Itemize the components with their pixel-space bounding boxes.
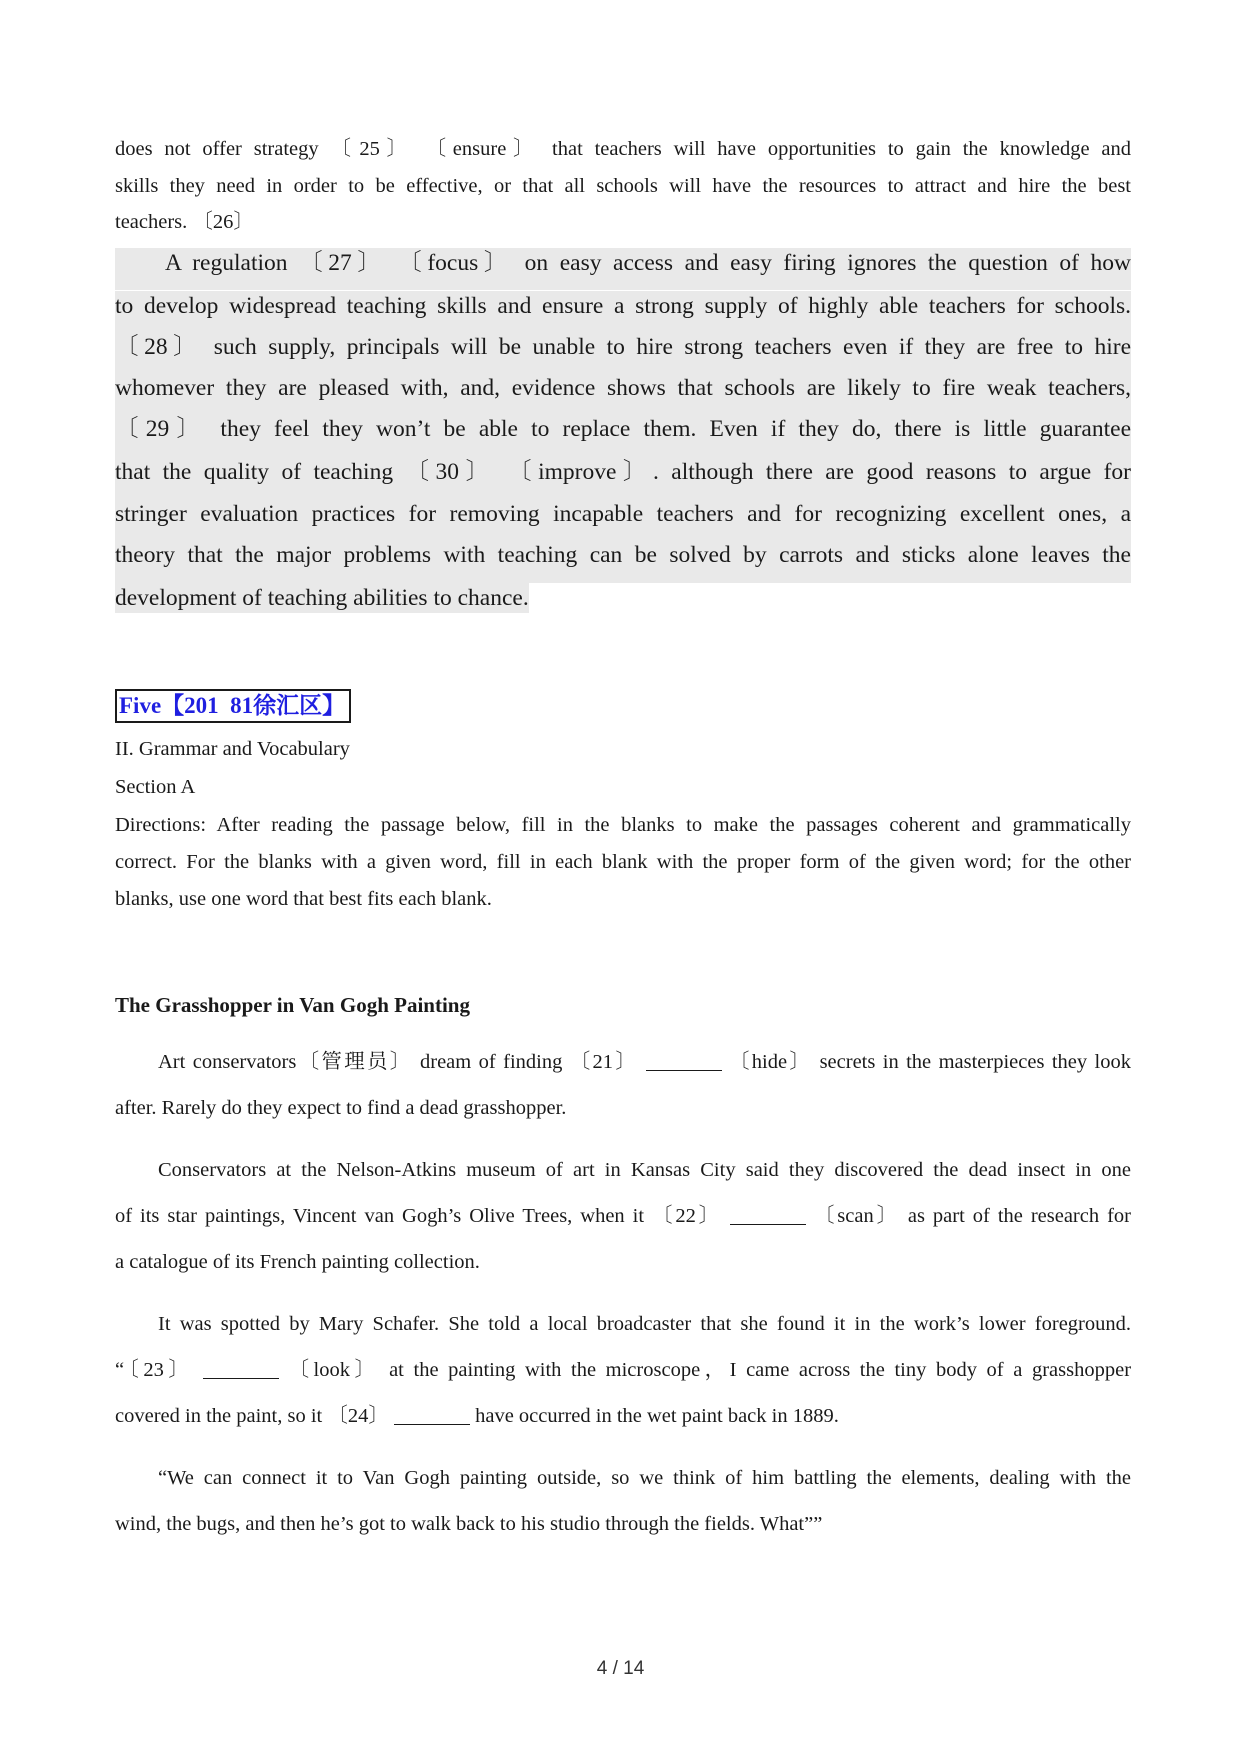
text-line: a catalogue of its French painting collection. — [115, 1251, 480, 1273]
text-line: 〔29〕 they feel they won’t be able to replace them. Even if they do, there is little guarantee — [115, 414, 1131, 457]
text-line: whomever they are pleased with, and, evidence shows that schools are likely to fire weak teachers, — [115, 373, 1131, 414]
text-line: It was spotted by Mary Schafer. She told a local broadcaster that she found it in the work’s lower foreground. — [158, 1313, 1131, 1335]
text-line: development of teaching abilities to chance. — [115, 585, 529, 611]
paragraph-strategy — [115, 136, 1131, 235]
text-line: theory that the major problems with teaching can be solved by carrots and sticks alone leaves the — [115, 540, 1131, 583]
text-line: of its star paintings, Vincent van Gogh’s Olive Trees, when it 〔22〕 〔scan〕 as part of the research for — [115, 1205, 1131, 1227]
text-line: “We can connect it to Van Gogh painting outside, so we think of him battling the elements, dealing with the — [158, 1467, 1131, 1489]
paragraph-regulation — [115, 248, 1131, 613]
paragraph-nelson-atkins — [115, 1157, 1131, 1275]
text-line: wind, the bugs, and then he’s got to walk back to his studio through the fields. What”” — [115, 1513, 823, 1535]
section-heading: II. Grammar and Vocabulary — [115, 738, 350, 760]
text-line: blanks, use one word that best fits each blank. — [115, 888, 492, 910]
page-number: 4 / 14 — [596, 1658, 645, 1679]
text-line: stringer evaluation practices for removing incapable teachers and for recognizing excellent ones, a — [115, 499, 1131, 540]
text-line: does not offer strategy 〔 25〕 〔ensure〕 that teachers will have opportunities to gain the knowledge and — [115, 138, 1131, 160]
text-line: A regulation 〔27〕 〔focus〕 on easy access and easy firing ignores the question of how — [115, 248, 1131, 290]
paragraph-conservators — [115, 1049, 1131, 1121]
text-line: to develop widespread teaching skills and ensure a strong supply of highly able teachers for schools. — [115, 291, 1131, 332]
answer-blank-23[interactable] — [203, 1360, 279, 1379]
text-line: correct. For the blanks with a given word, fill in each blank with the proper form of the given word; for the other — [115, 851, 1131, 873]
paragraph-quote — [115, 1465, 1131, 1537]
text-line: Art conservators〔管理员〕 dream of finding 〔21〕 〔hide〕 secrets in the masterpieces they look — [158, 1051, 1132, 1073]
answer-blank-21[interactable] — [646, 1052, 722, 1071]
text-line: teachers. 〔26〕 — [115, 211, 254, 233]
text-line: that the quality of teaching 〔30〕 〔improve〕. although there are good reasons to argue for — [115, 457, 1131, 499]
text-line: covered in the paint, so it 〔24〕 have occurred in the wet paint back in 1889. — [115, 1405, 839, 1427]
text-line: after. Rarely do they expect to find a dead grasshopper. — [115, 1097, 567, 1119]
text-line: Conservators at the Nelson-Atkins museum of art in Kansas City said they discovered the dead insect in one — [158, 1159, 1131, 1181]
answer-blank-22[interactable] — [730, 1206, 806, 1225]
text-line: Directions: After reading the passage below, fill in the blanks to make the passages coherent and grammatically — [115, 814, 1131, 836]
section-tag: Five【201 81徐汇区】 — [115, 689, 351, 723]
passage-title: The Grasshopper in Van Gogh Painting — [115, 993, 470, 1017]
answer-blank-24[interactable] — [394, 1406, 470, 1425]
section-label: Section A — [115, 776, 196, 798]
text-line: “〔23〕 〔look〕 at the painting with the microscope，I came across the tiny body of a grasshopper — [115, 1359, 1132, 1381]
directions — [115, 812, 1131, 912]
text-line: skills they need in order to be effective, or that all schools will have the resources to attract and hire the best — [115, 175, 1131, 197]
paragraph-schafer — [115, 1311, 1131, 1429]
text-line: 〔28〕 such supply, principals will be unable to hire strong teachers even if they are free to hire — [115, 332, 1131, 373]
